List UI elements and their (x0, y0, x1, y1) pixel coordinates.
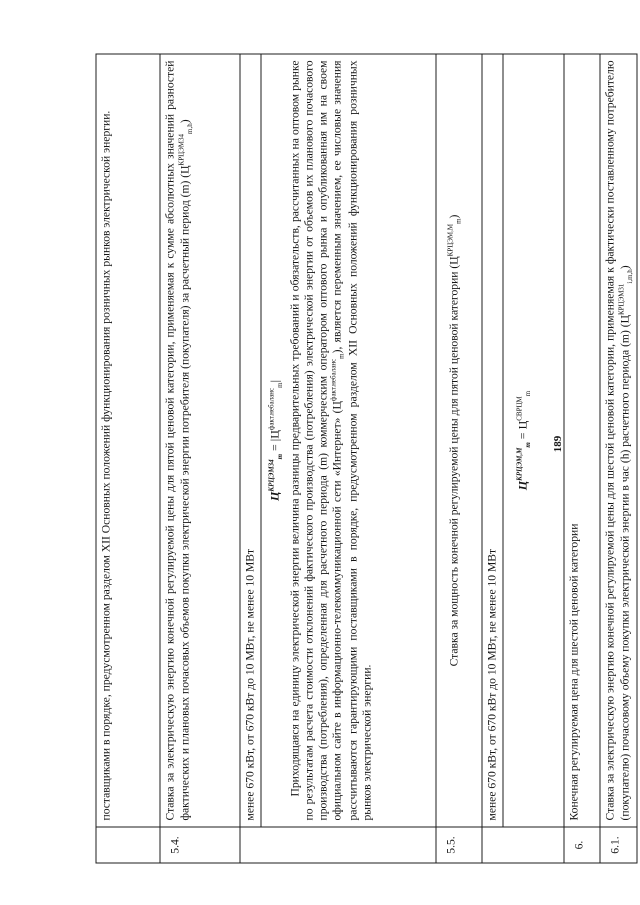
formula-5-4: $Ц^{КРЦЭМ34}_m = |Ц^{факт.небаланс}_m|$ (267, 379, 284, 501)
table-row-5-4-details (240, 54, 436, 863)
voltage-range-label: менее 670 кВт, от 670 кВт до 10 МВт, не менее 10 МВт (483, 54, 504, 826)
row-number: 6.1. (600, 827, 637, 863)
intro-text: поставщиками в порядке, предусмотренном разделом XII Основных положений функционирования розничных рынков электрической энергии. (96, 54, 160, 827)
row-number: 5.4. (160, 827, 240, 863)
voltage-range-label: менее 670 кВт, от 670 кВт до 10 МВт, не менее 10 МВт (241, 54, 262, 826)
row-6-description: Конечная регулируемая цена для шестой ценовой категории (564, 54, 600, 827)
table-row-6-1 (600, 54, 637, 863)
row-6-1-text: Ставка за электрическую энергию конечной регулируемой цены для шестой ценовой категории, применяемая к фактически поставленному потребителю (покупателю) почасовому объему покупки электрической энергии в час (h) расчетного периода (m) (603, 60, 632, 820)
row-6-1-symbol: $(Ц^{КРЦЭМ31}_{i,m,h})$ (617, 264, 634, 327)
row-5-4-text: Ставка за электрическую энергию конечной регулируемой цены для пятой ценовой категории, применяемая к сумме абсолютных значений разностей фактических и плановых почасовых объемов покупки электрической энергии потребителя (покупателя) за расчетный период (m) (163, 60, 192, 820)
formula-explanation: Приходящаяся на единицу электрической энергии величина разницы предварительных требований и обязательств, рассчитанных на оптовом рынке по результатам расчета стоимости отклонений фактического производства (потребления) электрической энергии от объемов их планового почасового производства (потребления), определенная для расчетного периода (m) коммерческим оператором оптового рынка и опубликованная им на своем официальном сайте в информационно-телекоммуникационной сети «Интернет» $(Ц^{факт.небаланс}_m)$, является переменным значением, ее числовые значения рассчитываются гарантирующими поставщиками в порядке, предусмотренном разделом XII Основных положений функционирования розничных рынков электрической энергии. (288, 60, 374, 820)
row-number-empty (96, 827, 160, 863)
row-5-4-details-cell (240, 54, 436, 827)
row-5-4-symbol: $(Ц^{КРЦЭМ34}_{m,h})$ (177, 118, 194, 178)
row-5-4-description (160, 54, 240, 827)
table-row-5-5 (436, 54, 482, 863)
page-number: 189 (552, 435, 564, 453)
row-6-1-description (600, 54, 637, 827)
table-row-6 (564, 54, 600, 863)
table-row-5-5-details (482, 54, 564, 863)
table-row-5-4 (160, 54, 240, 863)
row-number: 5.5. (436, 827, 482, 863)
row-5-5-description: Ставка за мощность конечной регулируемой цены для пятой ценовой категории $(Ц^{КРЦЭМ,М}_m)$ (436, 54, 482, 827)
row-number-empty (240, 827, 436, 863)
table-row-intro (96, 54, 160, 863)
tariff-table (96, 53, 638, 863)
row-number: 6. (564, 827, 600, 863)
row-number-empty (482, 827, 564, 863)
row-5-5-details-cell (482, 54, 564, 827)
formula-5-5: $Ц^{КРЦЭМ,М}_m = Ц^{СВРЦМ}_m$ (515, 390, 532, 490)
